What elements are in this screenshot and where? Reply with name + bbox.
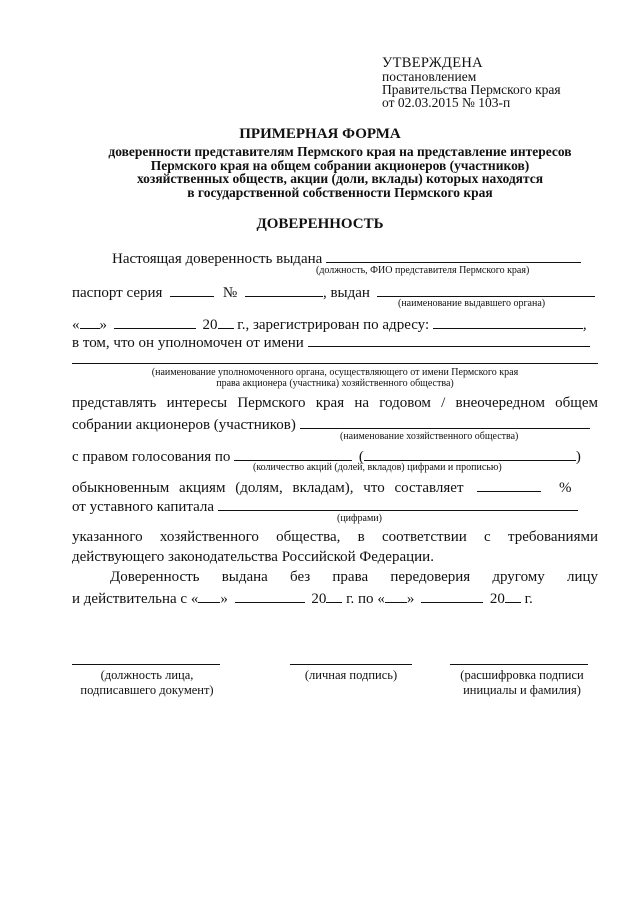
representative-caption: (должность, ФИО представителя Пермского края): [316, 265, 530, 276]
year-prefix: 20: [489, 591, 505, 607]
meeting-line: [72, 414, 598, 432]
percent-sign: %: [559, 480, 572, 496]
form-title: ПРИМЕРНАЯ ФОРМА: [239, 126, 401, 142]
position-caption-line: (должность лица,: [100, 668, 194, 682]
approval-line: постановлением: [382, 69, 477, 84]
day-field[interactable]: [80, 314, 100, 329]
issuer-caption: (наименование выдавшего органа): [398, 298, 546, 309]
digits-caption: (цифрами): [337, 513, 382, 524]
signature-caption-line: (личная подпись): [304, 668, 398, 682]
legislation-line: действующего законодательства Российской Федерации.: [72, 549, 434, 565]
authority-caption: [72, 367, 598, 389]
approval-line: Правительства Пермского края: [382, 82, 561, 97]
signature-caption: [280, 668, 422, 683]
year-field[interactable]: [218, 314, 234, 329]
valid-from-year-field[interactable]: [326, 588, 342, 603]
authority-field-continued[interactable]: [72, 363, 598, 364]
quote-close: »: [99, 317, 107, 333]
issued-to-line: [72, 248, 598, 266]
position-caption: [62, 668, 232, 698]
ordinary-shares-line: [72, 477, 598, 495]
subtitle-line: хозяйственных обществ, акции (доли, вклады) которых находятся: [136, 171, 544, 186]
address-field[interactable]: [433, 314, 583, 329]
decode-caption-line: (расшифровка подписи: [460, 668, 584, 682]
charter-capital-line: [72, 496, 598, 514]
paren-open: (: [358, 449, 364, 465]
authority-caption-line: права акционера (участника) хозяйственного общества): [216, 378, 454, 389]
said-company-line: указанного хозяйственного общества, в соответствии с требованиями: [72, 529, 598, 545]
meeting-label: собрании акционеров (участников): [72, 417, 296, 433]
year-end-label: г.: [524, 591, 533, 607]
subtitle-line: Пермского края на общем собрании акционеров (участников): [150, 157, 530, 173]
representative-field[interactable]: [326, 248, 581, 263]
company-caption: (наименование хозяйственного общества): [340, 431, 519, 442]
valid-from-day-field[interactable]: [198, 588, 220, 603]
subtitle-line: в государственной собственности Пермского края: [187, 184, 493, 200]
authority-caption-line: (наименование уполномоченного органа, осуществляющего от имени Пермского края: [151, 367, 519, 378]
decode-caption: [444, 668, 600, 698]
valid-to-year-field[interactable]: [505, 588, 521, 603]
represent-line: представлять интересы Пермского края на годовом / внеочередном общем: [72, 395, 598, 411]
personal-signature-line[interactable]: [290, 664, 412, 665]
approval-stamp: [382, 57, 561, 109]
shares-caption: (количество акций (долей, вкладов) цифрами и прописью): [253, 462, 502, 473]
quote-open: «: [190, 591, 199, 607]
document-title: ДОВЕРЕННОСТЬ: [256, 216, 384, 232]
month-field[interactable]: [114, 314, 196, 329]
valid-to-month-field[interactable]: [421, 588, 483, 603]
authority-field[interactable]: [308, 332, 590, 347]
number-sign: №: [222, 285, 238, 301]
validity-line: [72, 588, 598, 606]
approval-head: УТВЕРЖДЕНА: [382, 55, 483, 71]
subtitle-line: доверенности представителям Пермского края на представление интересов: [108, 144, 572, 159]
issued-to-label: Настоящая доверенность выдана: [112, 251, 323, 267]
valid-to-day-field[interactable]: [385, 588, 407, 603]
passport-label: паспорт серия: [72, 285, 163, 301]
quote-open: «: [377, 591, 385, 607]
voting-label: с правом голосования по: [72, 449, 231, 465]
issuer-field[interactable]: [377, 282, 595, 297]
decode-caption-line: инициалы и фамилия): [463, 683, 581, 697]
quote-close: »: [220, 591, 228, 607]
valid-to-label: г. по: [346, 591, 374, 607]
form-subtitle: [20, 145, 640, 199]
shares-words-field[interactable]: [364, 446, 576, 461]
passport-number-field[interactable]: [245, 282, 323, 297]
position-caption-line: подписавшего документ): [80, 683, 214, 697]
percent-field[interactable]: [477, 477, 541, 492]
charter-capital-label: от уставного капитала: [72, 499, 215, 515]
comma: ,: [582, 317, 587, 333]
quote-open: «: [72, 317, 80, 333]
year-prefix: 20: [311, 591, 327, 607]
authorized-label: в том, что он уполномочен от имени: [72, 335, 304, 351]
company-field[interactable]: [300, 414, 590, 429]
position-signature-line[interactable]: [72, 664, 220, 665]
passport-series-field[interactable]: [170, 282, 214, 297]
year-prefix: 20: [202, 317, 218, 333]
authorized-line: [72, 332, 598, 350]
issued-by-label: , выдан: [322, 285, 370, 301]
ordinary-shares-label: обыкновенным акциям (долям, вкладам), что составляет: [72, 480, 464, 496]
valid-from-label: и действительна с: [72, 591, 188, 607]
approval-line: от 02.03.2015 № 103-п: [382, 95, 511, 110]
quote-close: »: [406, 591, 415, 607]
decode-signature-line[interactable]: [450, 664, 588, 665]
date-address-line: [72, 314, 598, 332]
no-substitution-line: Доверенность выдана без права передоверия другому лицу: [110, 569, 598, 585]
capital-percent-field[interactable]: [218, 496, 578, 511]
paren-close: ): [575, 449, 581, 465]
registered-label: г., зарегистрирован по адресу:: [237, 317, 430, 333]
shares-digits-field[interactable]: [234, 446, 352, 461]
valid-from-month-field[interactable]: [235, 588, 305, 603]
